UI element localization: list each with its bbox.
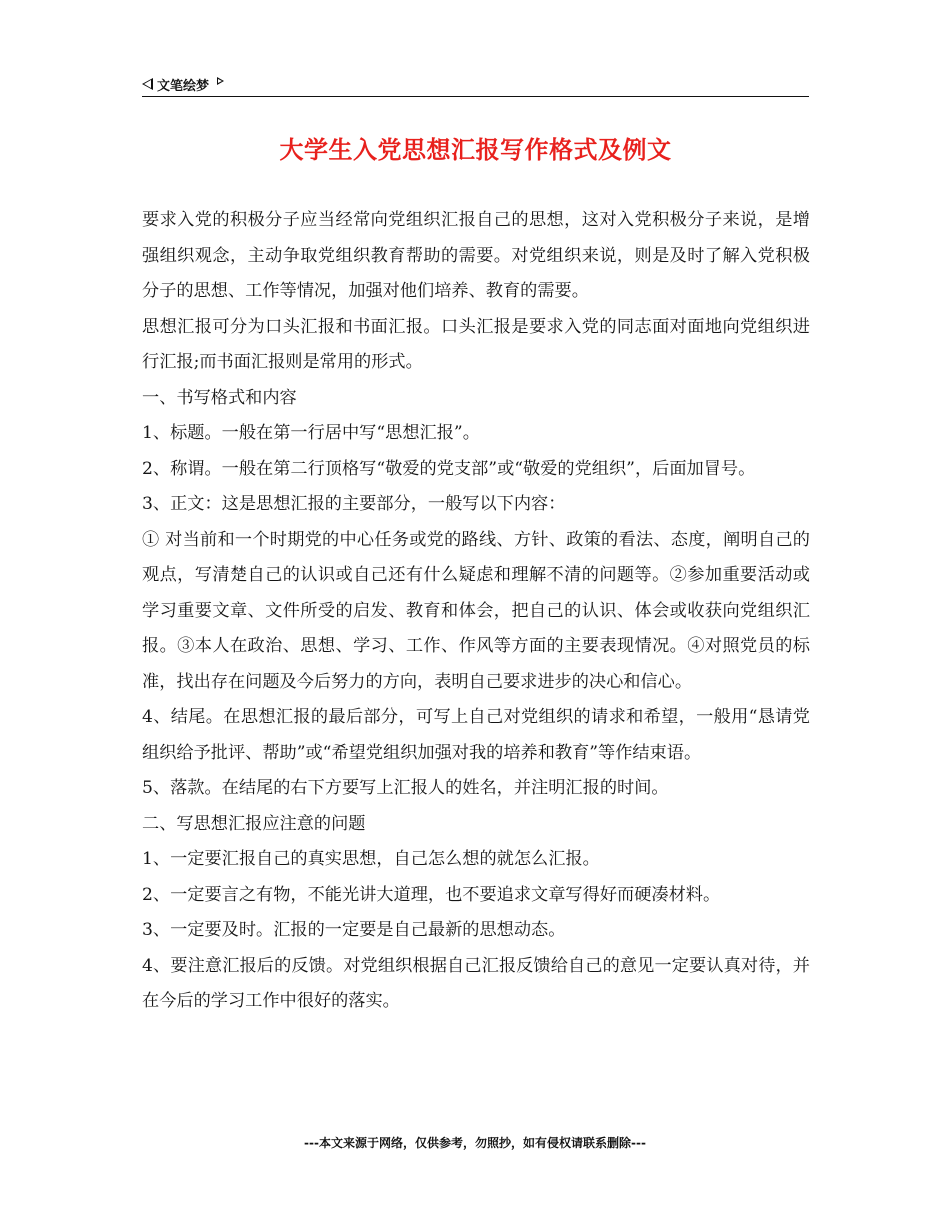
section-heading-notes: 二、写思想汇报应注意的问题 — [142, 813, 366, 834]
paragraph-item-ending: 4、结尾。在思想汇报的最后部分，可写上自己对党组织的请求和希望，一般用“恳请党组织给予批评、帮助”或“希望党组织加强对我的培养和教育”等作结束语。 — [142, 707, 810, 763]
paragraph-intro: 要求入党的积极分子应当经常向党组织汇报自己的思想，这对入党积极分子来说，是增强组织观念，主动争取党组织教育帮助的需要。对党组织来说，则是及时了解入党积极分子的思想、工作等情况，加强对他们培养、教育的需要。 — [142, 210, 810, 301]
paragraph-note-1: 1、一定要汇报自己的真实思想，自己怎么想的就怎么汇报。 — [142, 849, 600, 869]
paragraph-types: 思想汇报可分为口头汇报和书面汇报。口头汇报是要求入党的同志面对面地向党组织进行汇报;而书面汇报则是常用的形式。 — [142, 316, 810, 372]
header-divider — [142, 96, 809, 97]
paragraph-note-3: 3、一定要及时。汇报的一定要是自己最新的思想动态。 — [142, 920, 566, 940]
document-title: 大学生入党思想汇报写作格式及例文 — [279, 135, 672, 164]
paragraph-item-title: 1、标题。一般在第一行居中写“思想汇报”。 — [142, 423, 480, 443]
paragraph-item-signature: 5、落款。在结尾的右下方要写上汇报人的姓名，并注明汇报的时间。 — [142, 778, 669, 798]
paragraph-item-salutation: 2、称谓。一般在第二行顶格写“敬爱的党支部”或“敬爱的党组织”，后面加冒号。 — [142, 458, 756, 479]
section-heading-format: 一、书写格式和内容 — [142, 387, 297, 408]
paragraph-note-2: 2、一定要言之有物，不能光讲大道理，也不要追求文章写得好而硬凑材料。 — [142, 884, 721, 905]
paragraph-body-contents: ① 对当前和一个时期党的中心任务或党的路线、方针、政策的看法、态度，阐明自己的观点，写清楚自己的认识或自己还有什么疑虑和理解不清的问题等。②参加重要活动或学习重要文章、文件所受的启发、教育和体会，把自己的认识、体会或收获向党组织汇报。③本人在政治、思想、学习、工作、作风等方面的主要表现情况。④对照党员的标准，找出存在问题及今后努力的方向，表明自己要求进步的决心和信心。 — [142, 529, 810, 692]
document-body — [142, 203, 810, 1020]
triangle-right-outline-icon — [217, 77, 224, 85]
header-label: 文笔绘梦 — [157, 78, 210, 94]
paragraph-note-4: 4、要注意汇报后的反馈。对党组织根据自己汇报反馈给自己的意见一定要认真对待，并在今后的学习工作中很好的落实。 — [142, 955, 810, 1011]
page-footer-disclaimer: ---本文来源于网络，仅供参考，勿照抄，如有侵权请联系删除--- — [304, 1136, 646, 1150]
triangle-left-outline-icon — [142, 78, 153, 90]
page-header — [142, 72, 808, 96]
paragraph-item-body: 3、正文：这是思想汇报的主要部分，一般写以下内容： — [142, 494, 566, 514]
